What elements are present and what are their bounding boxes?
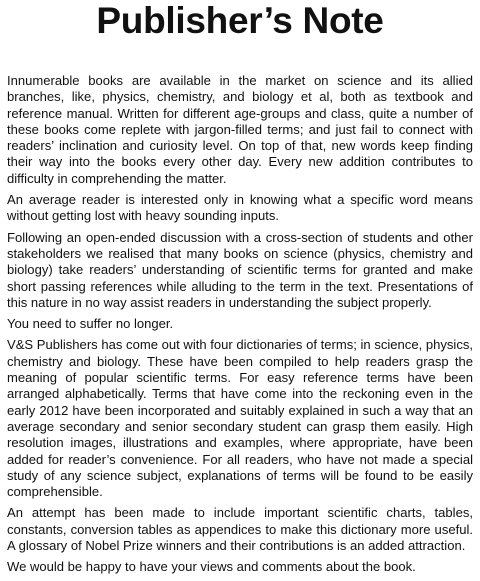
paragraph-average-reader: An average reader is interested only in knowing what a specific word means without getting lost with heavy sounding inputs. xyxy=(7,192,473,224)
publishers-note-page xyxy=(7,0,473,581)
paragraph-dictionaries: V&S Publishers has come out with four dictionaries of terms; in science, physics, chemistry and biology. These have been compiled to help readers grasp the meaning of popular scientific terms. For easy reference terms have been arranged alphabetically. Terms that have come into the reckoning even in the early 2012 have been incorporated and suitably explained in such a way that an average secondary and senior secondary student can grasp them easily. High resolution images, illustrations and examples, where appropriate, have been added for reader’s convenience. For all readers, who have not made a special study of any science subject, explanations of terms will be found to be easily comprehensible. xyxy=(7,337,473,500)
paragraph-intro: Innumerable books are available in the market on science and its allied branches, like, physics, chemistry, and biology et al, both as textbook and reference manual. Written for different age-groups and class, quite a number of these books come replete with jargon-filled terms; and just fail to connect with readers’ inclination and curiosity level. On top of that, new words keep finding their way into the books every other day. Every new addition contributes to difficulty in comprehending the matter. xyxy=(7,73,473,186)
paragraph-suffer-no-longer: You need to suffer no longer. xyxy=(7,316,174,332)
paragraph-appendices: An attempt has been made to include important scientific charts, tables, constants, conversion tables as appendices to make this dictionary more useful. A glossary of Nobel Prize winners and their contributions is an added attraction. xyxy=(7,505,473,554)
page-title: Publisher’s Note xyxy=(96,0,384,41)
paragraph-feedback: We would be happy to have your views and comments about the book. xyxy=(7,559,416,575)
paragraph-discussion: Following an open-ended discussion with a cross-section of students and other stakeholders we realised that many books on science (physics, chemistry and biology) take readers’ understanding of scientific terms for granted and make short passing references while alluding to the term in the text. Presentations of this nature in no way assist readers in understanding the subject properly. xyxy=(7,229,473,310)
